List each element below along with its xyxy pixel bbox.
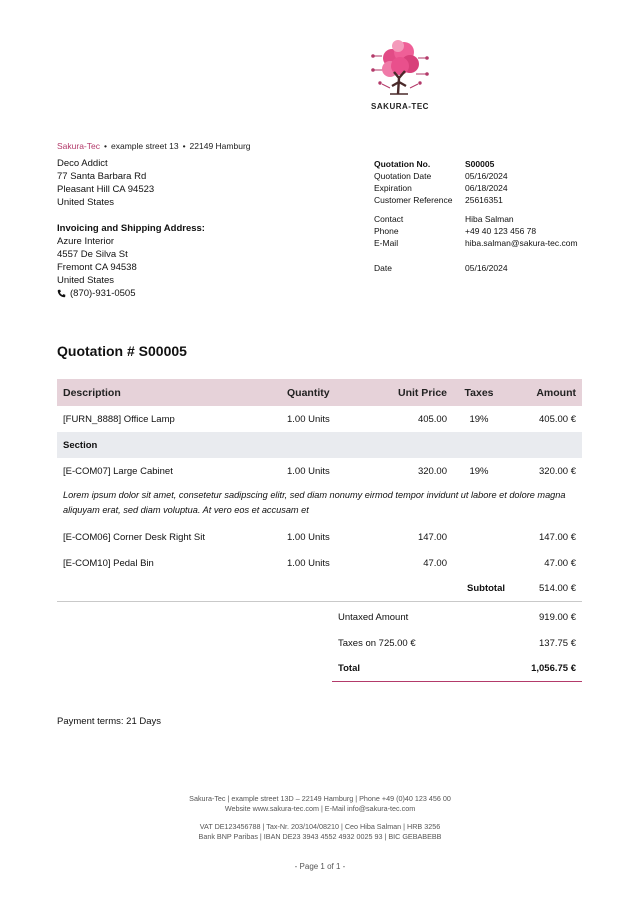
company-name: Sakura-Tec <box>57 141 100 151</box>
company-logo <box>362 36 438 111</box>
footer-contact <box>0 794 640 814</box>
email-label: E-Mail <box>374 238 399 248</box>
untaxed-row <box>332 604 582 630</box>
row-taxes: 19% <box>469 465 489 477</box>
date-row <box>374 262 585 274</box>
untaxed-value: 919.00 € <box>539 611 576 623</box>
shipping-address-line: Azure Interior <box>57 236 115 247</box>
customer-reference-label: Customer Reference <box>374 195 453 205</box>
row-quantity: 1.00 Units <box>287 465 330 477</box>
quotation-date-label: Quotation Date <box>374 171 432 181</box>
note-row: Lorem ipsum dolor sit amet, consetetur sadipscing elitr, sed diam nonumy eirmod tempor invidunt ut labore et dolore magna aliquyam erat, sed diam voluptua. At vero eos et accusam et <box>63 490 566 515</box>
date-label: Date <box>374 263 392 273</box>
row-description: [E-COM10] Pedal Bin <box>63 557 154 569</box>
contact-value: Hiba Salman <box>465 214 514 224</box>
table-row <box>57 458 582 484</box>
quotation-no-label: Quotation No. <box>374 159 431 169</box>
shipping-phone <box>57 287 205 300</box>
customer-reference-row <box>374 194 585 206</box>
totals-block <box>332 604 582 682</box>
quotation-date-row <box>374 170 585 182</box>
footer-line: Sakura-Tec | example street 13D – 22149 Hamburg | Phone +49 (0)40 123 456 00 <box>189 794 451 803</box>
quotation-lines-table <box>57 379 582 602</box>
row-unit-price: 147.00 <box>417 531 447 543</box>
contact-info <box>374 213 585 249</box>
shipping-phone-number: (870)-931-0505 <box>70 288 136 299</box>
footer-legal <box>0 822 640 842</box>
row-amount: 405.00 € <box>539 413 576 425</box>
sakura-tree-icon <box>368 36 432 100</box>
subtotal-row <box>57 576 582 602</box>
row-quantity: 1.00 Units <box>287 413 330 425</box>
expiration-row <box>374 182 585 194</box>
header-description: Description <box>63 386 121 399</box>
header-quantity: Quantity <box>287 386 330 399</box>
total-value: 1,056.75 € <box>531 663 576 674</box>
row-unit-price: 405.00 <box>417 413 447 425</box>
row-quantity: 1.00 Units <box>287 531 330 543</box>
date-value: 05/16/2024 <box>465 263 508 273</box>
company-city: 22149 Hamburg <box>189 141 251 151</box>
expiration-label: Expiration <box>374 183 412 193</box>
shipping-address-line: 4557 De Silva St <box>57 249 128 260</box>
untaxed-label: Untaxed Amount <box>338 611 409 623</box>
contact-row <box>374 213 585 225</box>
section-row: Section <box>57 432 582 458</box>
row-amount: 320.00 € <box>539 465 576 477</box>
customer-address-line: Deco Addict <box>57 158 108 169</box>
expiration-value: 06/18/2024 <box>465 183 508 193</box>
customer-address <box>57 157 154 209</box>
header-unit-price: Unit Price <box>397 386 447 399</box>
quotation-no-row <box>374 158 585 170</box>
header-amount: Amount <box>536 386 576 399</box>
row-amount: 147.00 € <box>539 531 576 543</box>
customer-reference-value: 25616351 <box>465 195 503 205</box>
total-row <box>332 656 582 682</box>
footer-line: Bank BNP Paribas | IBAN DE23 3943 4552 4932 0025 93 | BIC GEBABEBB <box>198 832 442 841</box>
payment-terms: Payment terms: 21 Days <box>57 716 162 727</box>
page-number: - Page 1 of 1 - <box>294 862 346 871</box>
table-header <box>57 379 582 406</box>
taxes-value: 137.75 € <box>539 637 576 649</box>
date-info <box>374 262 585 274</box>
row-description: [FURN_8888] Office Lamp <box>63 413 175 425</box>
footer-line: VAT DE123456788 | Tax-Nr. 203/104/08210 | Ceo Hiba Salman | HRB 3256 <box>199 822 441 831</box>
footer-line: Website www.sakura-tec.com | E-Mail info@sakura-tec.com <box>224 804 416 813</box>
quotation-date-value: 05/16/2024 <box>465 171 508 181</box>
subtotal-label: Subtotal <box>467 583 505 594</box>
shipping-address-heading: Invoicing and Shipping Address: <box>57 223 205 234</box>
customer-address-line: 77 Santa Barbara Rd <box>57 171 147 182</box>
table-row <box>57 550 582 576</box>
row-amount: 47.00 € <box>544 557 576 569</box>
header-taxes: Taxes <box>464 386 494 399</box>
customer-address-line: Pleasant Hill CA 94523 <box>57 184 155 195</box>
row-unit-price: 320.00 <box>417 465 447 477</box>
row-quantity: 1.00 Units <box>287 557 330 569</box>
customer-address-line: United States <box>57 197 115 208</box>
email-value: hiba.salman@sakura-tec.com <box>465 238 578 248</box>
row-description: [E-COM06] Corner Desk Right Sit <box>63 531 206 543</box>
company-logo-text: SAKURA-TEC <box>371 102 429 111</box>
company-street: example street 13 <box>110 141 179 151</box>
phone-icon <box>57 289 66 298</box>
document-title: Quotation # S00005 <box>57 343 187 359</box>
table-row <box>57 406 582 432</box>
shipping-address-line: United States <box>57 275 115 286</box>
quotation-info <box>374 158 585 206</box>
shipping-address-line: Fremont CA 94538 <box>57 262 137 273</box>
taxes-label: Taxes on 725.00 € <box>338 637 416 649</box>
taxes-row <box>332 630 582 656</box>
row-unit-price: 47.00 <box>423 557 447 569</box>
quotation-no-value: S00005 <box>465 159 495 169</box>
company-address-line: Sakura-Tec • example street 13 • 22149 Hamburg <box>57 141 251 151</box>
subtotal-value: 514.00 € <box>539 583 576 594</box>
row-taxes: 19% <box>469 413 489 425</box>
phone-value: +49 40 123 456 78 <box>465 226 537 236</box>
total-label: Total <box>338 663 360 674</box>
contact-label: Contact <box>374 214 404 224</box>
phone-row <box>374 225 585 237</box>
row-description: [E-COM07] Large Cabinet <box>63 465 173 477</box>
shipping-address <box>57 222 205 300</box>
phone-label: Phone <box>374 226 399 236</box>
email-row <box>374 237 585 249</box>
table-row <box>57 524 582 550</box>
